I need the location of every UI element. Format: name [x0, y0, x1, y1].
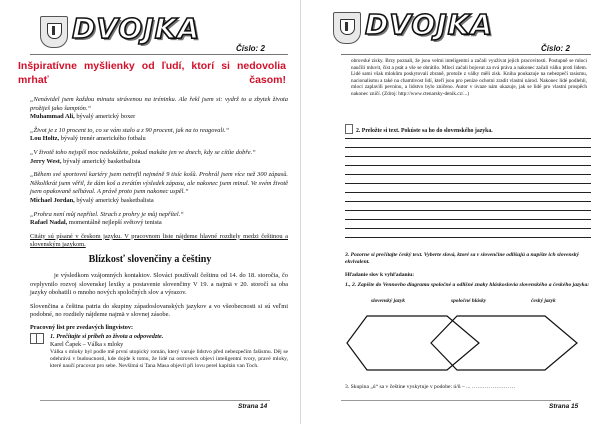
book-icon — [30, 333, 44, 344]
section-paragraph: je výsledkom vzájomných kontaktov. Slováci používali češtinu od 14. do 18. storočia, čo ovplyvnilo rozvoj slovenskej lexiky a postavenie slovenčiny V 19. a najmä v 20. storočí sa oba jazyky obohatili o mnoho nových spoločných slov a výrazov. — [30, 272, 288, 297]
label-common: spoločné hlásky — [451, 298, 487, 304]
task-2: 2. Preložte si text. Pokúste sa ho do slovenského jazyka. — [345, 124, 493, 134]
issue-label: Číslo: 2 — [236, 44, 265, 53]
writing-line — [345, 138, 591, 139]
page-number: Strana 14 — [238, 403, 268, 410]
header-divider — [30, 54, 288, 55]
page-title: Inšpiratívne myšlienky od ľudí, ktorí si nedovolia mrhať časom! — [18, 60, 286, 86]
writing-line — [345, 183, 591, 184]
venn-diagram — [345, 308, 585, 378]
quote: „Nenávidel jsem každou minutu strávenou na tréninku. Ale řekl jsem si: vydrž to a zbytek života prožiješ jako šampión.“ Muhammad Ali, bývalý americký boxer — [30, 96, 288, 121]
task-3: 3. Pozorne si prečítajte český text. Vyberte slová, ktoré sa v slovenčine odlišujú a napíšte ich slovenský ekvivalent. — [345, 252, 580, 265]
task-text: Válka s mloky byl podle mě první utopický román, který varuje lidstvo před nebezpečím fašismu. Děj se odehrává v budoucnosti, kde dojde k tomu, že lidé na ostrovech objeví inteligentní tvory, pravé mloky, které naučí pracovat pro sebe. Nevšímá si Tana Masa objevil při lovu perel kapitán van Toch. — [50, 348, 288, 369]
issue-label: Číslo: 2 — [541, 44, 570, 53]
label-slovak: slovenský jazyk — [371, 298, 405, 304]
writing-line — [345, 174, 591, 175]
header-divider — [341, 54, 591, 55]
logo: DVOJKA — [365, 8, 494, 41]
footer-divider — [40, 400, 270, 401]
right-page — [300, 0, 600, 424]
logo: DVOJKA — [72, 12, 201, 45]
task-author: Karel Čapek – Válka s mloky — [50, 340, 124, 348]
intro-text: Citáty sú písané v českom jazyku. V pracovnom liste nájdeme hlavné rozdiely medzi češtinou a slovenským jazykom. — [30, 232, 288, 249]
crest-icon — [333, 12, 361, 44]
story-continuation: obrovské zisky. Brzy poznali, že jsou velmi inteligentní a začali využívat jejich pracovitosti. Postupně se mloci naučili mluvit, číst a psát a vše se obrátilo. Mloci začali bojovat za svá práva a nakonec začali válku proti lidem. Lidé sami však mlokům poskytovali zbraně, protože z války měli zisk. Kniha poukazuje na nebezpečí rasismu, nacionalismu a také na chamtivost lidí, kteří jsou pro peníze ochotni zradit vlastní národ. Nakonec lidé podlehli, mloci zaplavili pevninu, a lidstvo bylo zničeno. Autor v úvaze nám ukazuje, jak se lidé pro vlastní prospěch nakonec zničí. (Zdroj: http://www.ctenarsky-denik.cz/...) — [351, 58, 587, 97]
quote: „Prohra není můj nepřítel. Strach z prohry je můj nepřítel.“ Rafael Nadal, momentálně nejlepší světový tenista — [30, 210, 184, 227]
quote: „Život je z 10 procent to, co se vám stalo a z 90 procent, jak na to reagovali.“ Lou Holtz, bývalý trenér amerického fotbalu — [30, 126, 230, 143]
label-czech: český jazyk — [531, 298, 556, 304]
writing-line — [345, 228, 591, 229]
help-heading: Hľadanie slov k vyhľadaniu: — [345, 272, 415, 278]
quotes-list — [30, 96, 288, 250]
writing-line — [345, 210, 591, 211]
writing-line — [345, 237, 591, 238]
footer-divider — [341, 400, 571, 401]
section-body — [30, 272, 288, 370]
writing-line — [345, 156, 591, 157]
section-paragraph: Slovenčina a čeština patria do skupiny západoslovanských jazykov a vo všeobecnosti si sú veľmi podobné, no rozdiely nájdeme najmä v slovnej zásobe. — [30, 302, 288, 319]
section-title: Blízkosť slovenčiny a češtiny — [88, 254, 212, 265]
page-number: Strana 15 — [549, 403, 579, 410]
crest-icon — [40, 16, 68, 48]
writing-line — [345, 147, 591, 148]
writing-line — [345, 165, 591, 166]
quote: „Během své sportovní kariéry jsem netrefil nejméně 9 tisíc košů. Prohrál jsem více než 300 zápasů. Několikrát jsem věřil, že dám koš a zvrátím výsledek zápasu, ale nakonec jsem minul. Ve svém životě jsem opakovaně selhával. A právě proto jsem nakonec uspěl.“ Michael Jordan, bývalý americký basketbalista — [30, 171, 288, 204]
task-last: 3. Skupina „ú“ sa v češtine vyskytuje v podobe: ú/ů – ... ....................... — [345, 384, 516, 390]
writing-line — [345, 219, 591, 220]
task-1: 1. Prečítajte si príbeh zo života a odpovedzte. Karel Čapek – Válka s mloky Válka s mloky byl podle mě první utopický román, který varuje lidstvo před nebezpečím fašismu. Děj se odehrává v budoucnosti, kde dojde k tomu, že lidé na ostrovech objeví inteligentní tvory, pravé mloky, které naučí pracovat pro sebe. Nevšímá si Tana Masa objevil při lovu perel kapitán van Toch. — [30, 333, 288, 370]
venn-czech-shape — [431, 316, 577, 370]
quote: „V životě toho nejspíš moc nedokážete, pokud makáte jen ve dnech, kdy se cítíte dobře.“ Jerry West, bývalý americký basketbalista — [30, 148, 256, 165]
writing-line — [345, 192, 591, 193]
pencil-icon — [345, 124, 353, 134]
exercise-heading: Pracovný list pre zvedavých lingvistov: — [30, 323, 134, 331]
venn-slovak-shape — [347, 316, 479, 370]
venn-task: 1., 2. Zapíšte do Vennovho diagramu spoločné a odlišné znaky hláskoslovia slovenského a českého jazyka: — [345, 282, 590, 288]
writing-line — [345, 201, 591, 202]
